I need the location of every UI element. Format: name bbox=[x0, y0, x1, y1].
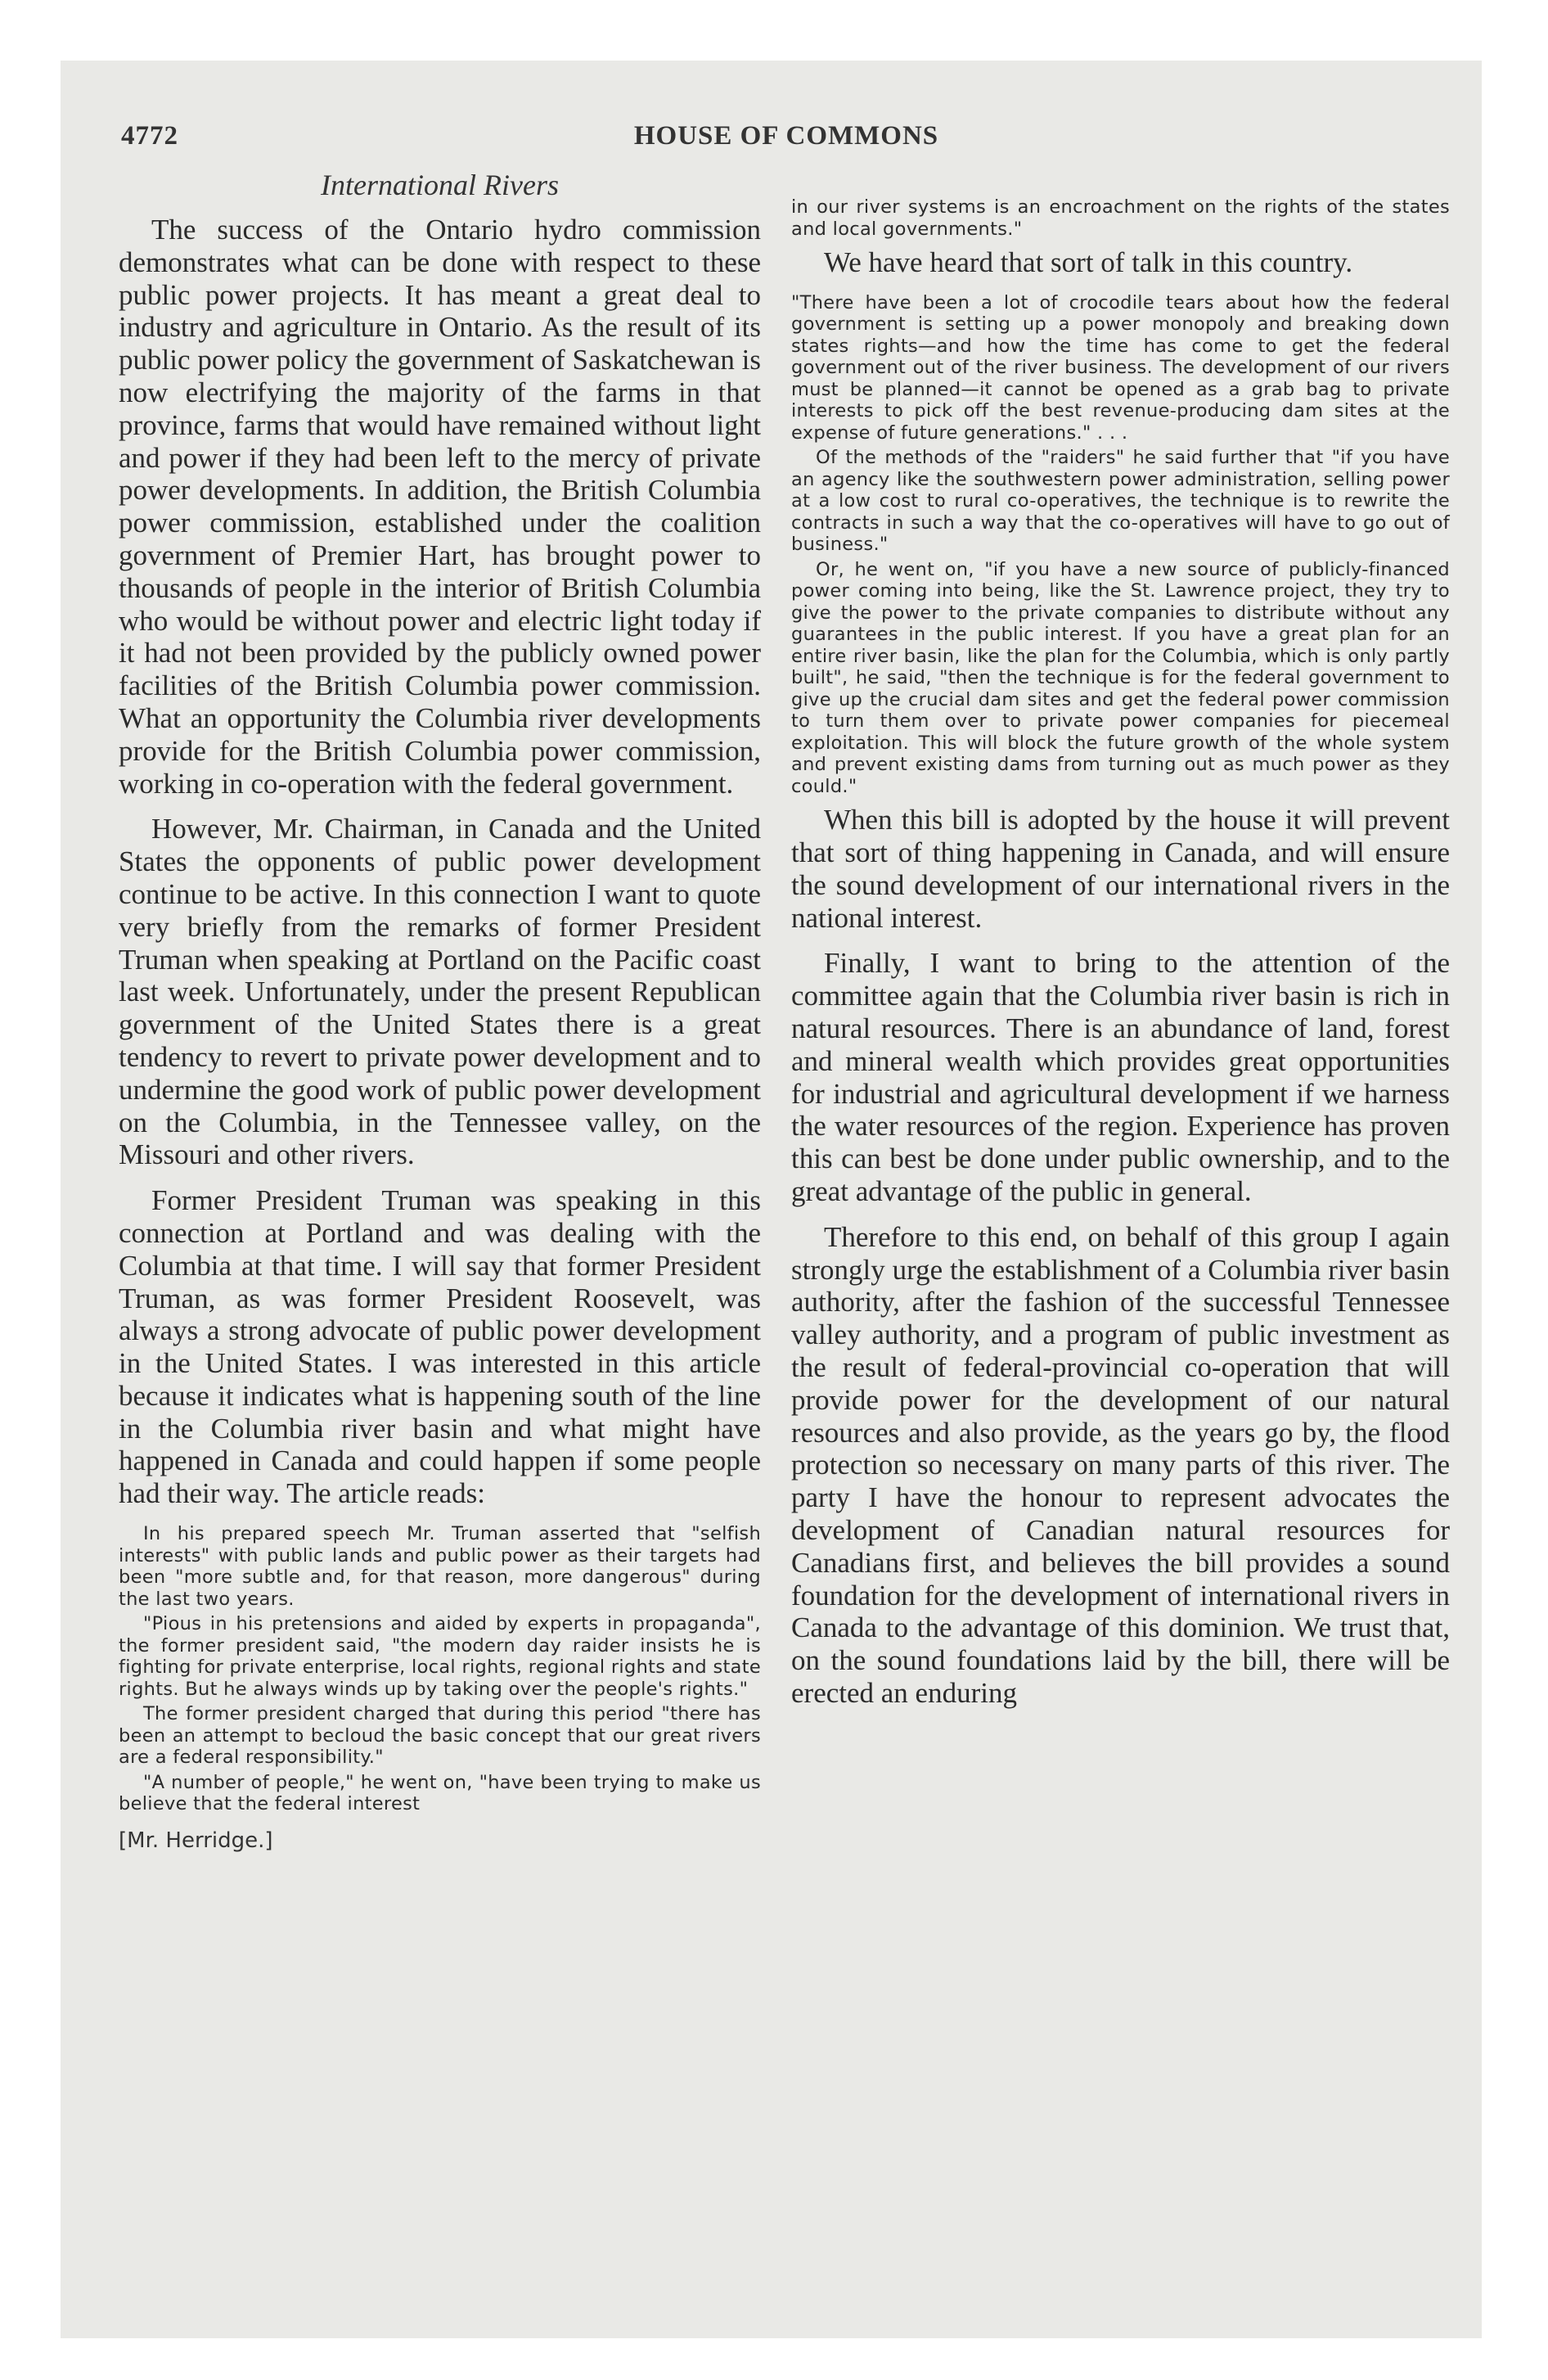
paragraph: The success of the Ontario hydro commission demonstrates what can be done with respect to these public power projects. It has meant a great deal to industry and agriculture in Ontario. As the result of its public power policy the government of Saskatchewan is now electrifying the majority of the farms in that province, farms that would have remained without light and power if they had been left to the mercy of private power developments. In addition, the British Columbia power commission, established under the coalition government of Premier Hart, has brought power to thousands of people in the interior of British Columbia who would be without power and electric light today if it had not been provided by the publicly owned power facilities of the British Columbia power commission. What an opportunity the Columbia river developments provide for the British Columbia power commission, working in co-operation with the federal government. bbox=[119, 214, 761, 800]
quote-paragraph: "There have been a lot of crocodile tears about how the federal government is setting up a power monopoly and breaking down states rights—and how the time has come to get the federal government out of the river business. The development of our rivers must be planned—it cannot be opened as a grab bag to private interests to pick off the best revenue-producing dam sites at the expense of future generations." . . . bbox=[791, 291, 1450, 444]
left-column bbox=[119, 169, 761, 1853]
quoted-article-continued bbox=[791, 196, 1450, 240]
quote-paragraph: Or, he went on, "if you have a new source of publicly-financed power coming into being, like the St. Lawrence project, they try to give the power to the private companies to distribute without any guarantees in the public interest. If you have a great plan for an entire river basin, like the plan for the Columbia, which is only partly built", he said, "then the technique is for the federal government to give up the crucial dam sites and get the federal power commission to turn them over to private power companies for piecemeal exploitation. This will block the future growth of the whole system and prevent existing dams from turning out as much power as they could." bbox=[791, 558, 1450, 797]
quoted-article bbox=[119, 1523, 761, 1815]
paragraph: Finally, I want to bring to the attention of the committee again that the Columbia river basin is rich in natural resources. There is an abundance of land, forest and mineral wealth which provides great opportunities for industrial and agricultural development if we harness the water resources of the region. Experience has proven this can best be done under public ownership, and to the great advantage of the public in general. bbox=[791, 947, 1450, 1208]
paragraph: Former President Truman was speaking in this connection at Portland and was dealing with the Columbia at that time. I will say that former President Truman, as was former President Roosevelt, was always a strong advocate of public power development in the United States. I was interested in this article because it indicates what is happening south of the line in the Columbia river basin and what might have happened in Canada and could happen if some people had their way. The article reads: bbox=[119, 1184, 761, 1510]
speaker-footer: [Mr. Herridge.] bbox=[119, 1828, 273, 1853]
page-number: 4772 bbox=[121, 121, 178, 151]
right-column bbox=[791, 196, 1450, 1723]
quote-paragraph: "Pious in his pretensions and aided by experts in propaganda", the former president said, "the modern day raider insists he is fighting for private enterprise, local rights, regional rights and state rights. But he always winds up by taking over the people's rights." bbox=[119, 1613, 761, 1700]
paragraph: Therefore to this end, on behalf of this group I again strongly urge the establishment of a Columbia river basin authority, after the fashion of the successful Tennessee valley authority, and a program of public investment as the result of federal-provincial co-operation that will provide power for the development of our natural resources and also provide, as the years go by, the flood protection so necessary on many parts of this river. The party I have the honour to represent advocates the development of Canadian natural resources for Canadians first, and believes the bill provides a sound foundation for the development of international rivers in Canada to the advantage of this dominion. We trust that, on the sound foundations laid by the bill, there will be erected an enduring bbox=[791, 1220, 1450, 1710]
page-header bbox=[121, 121, 1451, 162]
quote-paragraph: The former president charged that during this period "there has been an attempt to becloud the basic concept that our great rivers are a federal responsibility." bbox=[119, 1703, 761, 1769]
section-heading: International Rivers bbox=[321, 169, 559, 201]
quote-paragraph: in our river systems is an encroachment on the rights of the states and local governments." bbox=[791, 196, 1450, 240]
quote-paragraph: Of the methods of the "raiders" he said further that "if you have an agency like the southwestern power administration, selling power at a low cost to rural co-operatives, the technique is to rewrite the contracts in such a way that the co-operatives will have to go out of business." bbox=[791, 447, 1450, 556]
paragraph: We have heard that sort of talk in this country. bbox=[824, 246, 1353, 278]
running-head-title: HOUSE OF COMMONS bbox=[633, 121, 939, 151]
paragraph: However, Mr. Chairman, in Canada and the United States the opponents of public power development continue to be active. In this connection I want to quote very briefly from the remarks of former President Truman when speaking at Portland on the Pacific coast last week. Unfortunately, under the present Republican government of the United States there is a great tendency to revert to private power development and to undermine the good work of public power development on the Columbia, in the Tennessee valley, on the Missouri and other rivers. bbox=[119, 813, 761, 1171]
paragraph: When this bill is adopted by the house it will prevent that sort of thing happening in Canada, and will ensure the sound development of our international rivers in the national interest. bbox=[791, 804, 1450, 934]
quoted-article bbox=[791, 292, 1450, 798]
quote-paragraph: In his prepared speech Mr. Truman asserted that "selfish interests" with public lands and public power as their targets had been "more subtle and, for that reason, more dangerous" during the last two years. bbox=[119, 1523, 761, 1610]
quote-paragraph: "A number of people," he went on, "have been trying to make us believe that the federal interest bbox=[119, 1771, 761, 1815]
